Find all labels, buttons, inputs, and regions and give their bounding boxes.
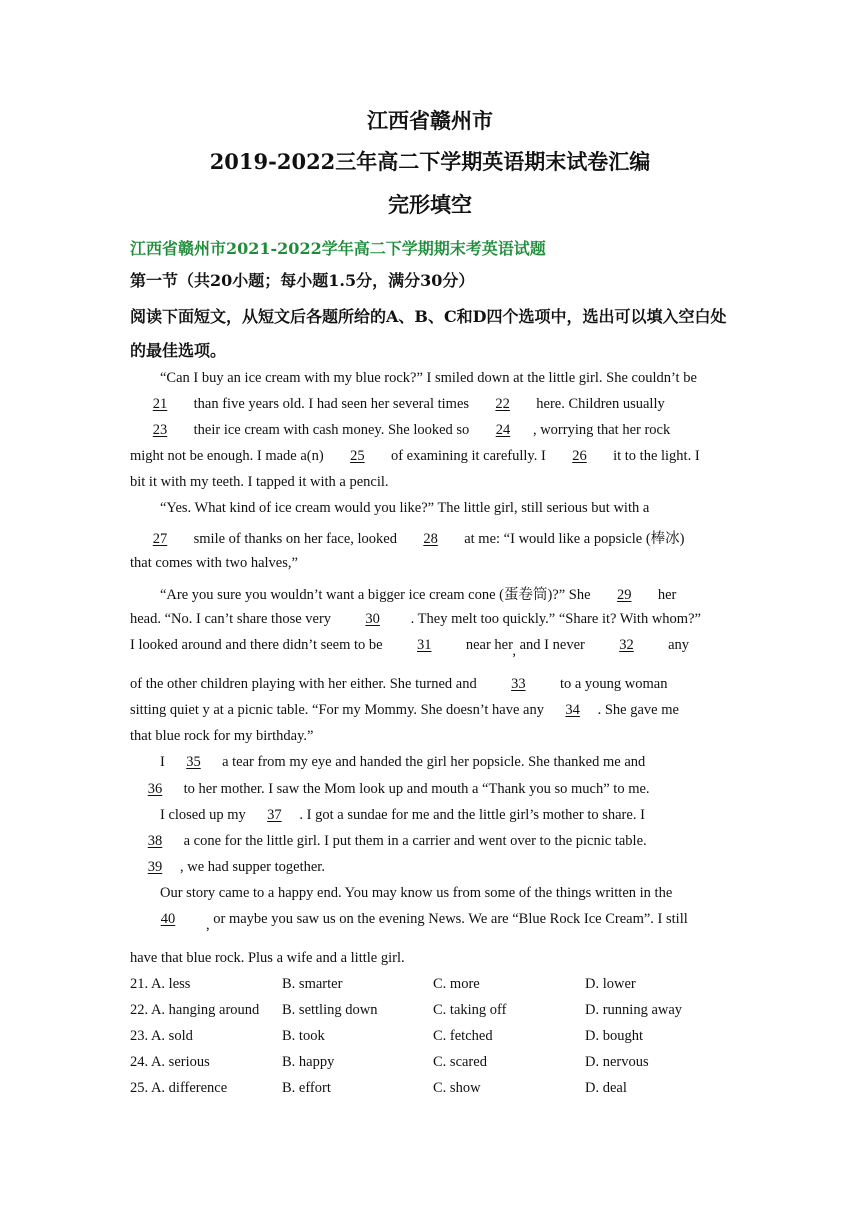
passage-line: 21 than five years old. I had seen her several times 22 here. Children usually <box>130 396 665 413</box>
option-21-c: C. more <box>433 976 480 992</box>
passage-line: “Are you sure you wouldn’t want a bigger ice cream cone (蛋卷筒)?” She 29 her <box>160 587 677 603</box>
blank-26: 26 <box>572 448 587 464</box>
passage-line: that blue rock for my birthday.” <box>130 728 314 744</box>
option-23-b: B. took <box>282 1028 325 1044</box>
option-25-a: 25. A. difference <box>130 1080 228 1096</box>
blank-34: 34 <box>565 702 580 718</box>
option-21-a: 21. A. less <box>130 976 191 992</box>
blank-35: 35 <box>186 754 201 770</box>
passage-line: bit it with my teeth. I tapped it with a pencil. <box>130 474 389 490</box>
option-24-d: D. nervous <box>585 1054 649 1070</box>
option-23-c: C. fetched <box>433 1028 493 1044</box>
passage-line: I looked around and there didn’t seem to be 31 near her, and I never 32 any <box>130 637 690 659</box>
passage-line: of the other children playing with her either. She turned and 33 to a young woman <box>130 676 668 692</box>
option-25-c: C. show <box>433 1080 481 1096</box>
blank-30: 30 <box>365 611 380 627</box>
option-24-c: C. scared <box>433 1054 487 1070</box>
blank-38: 38 <box>147 833 163 849</box>
blank-29: 29 <box>616 587 632 603</box>
passage-line: have that blue rock. Plus a wife and a little girl. <box>130 950 405 966</box>
passage-line: 40 , or maybe you saw us on the evening News. We are “Blue Rock Ice Cream”. I still <box>130 911 688 928</box>
option-24-b: B. happy <box>282 1054 335 1070</box>
blank-22: 22 <box>495 396 510 412</box>
option-25-b: B. effort <box>282 1080 331 1096</box>
blank-25: 25 <box>350 448 365 464</box>
option-21-d: D. lower <box>585 976 636 992</box>
passage-line: sitting quiet y at a picnic table. “For my Mommy. She doesn’t have any 34 . She gave me <box>130 702 679 718</box>
blank-24: 24 <box>495 422 511 438</box>
option-22-d: D. running away <box>585 1002 683 1018</box>
passage-line: Our story came to a happy end. You may know us from some of the things written in the <box>160 885 673 901</box>
blank-32: 32 <box>619 637 634 653</box>
passage-line: might not be enough. I made a(n) 25 of examining it carefully. I 26 it to the light. I <box>130 448 700 464</box>
blank-31: 31 <box>416 637 432 653</box>
blank-33: 33 <box>511 676 526 692</box>
blank-37: 37 <box>267 807 282 823</box>
passage-line: 27 smile of thanks on her face, looked 28 at me: “I would like a popsicle (棒冰) <box>130 527 684 548</box>
passage-line: that comes with two halves,” <box>130 555 298 571</box>
blank-27: 27 <box>152 531 168 547</box>
passage-line: I 35 a tear from my eye and handed the girl her popsicle. She thanked me and <box>160 754 646 770</box>
passage-line: 38 a cone for the little girl. I put them in a carrier and went over to the picnic table. <box>130 833 647 850</box>
option-21-b: B. smarter <box>282 976 343 992</box>
option-22-b: B. settling down <box>282 1002 378 1018</box>
blank-40: 40 <box>160 911 176 927</box>
title-collection: 2019-2022三年高二下学期英语期末试卷汇编 <box>209 149 651 174</box>
blank-28: 28 <box>423 531 438 547</box>
passage-line: 39 , we had supper together. <box>130 859 325 876</box>
blank-23: 23 <box>152 422 168 438</box>
passage-line: “Can I buy an ice cream with my blue rock?” I smiled down at the little girl. She couldn’t be <box>160 370 697 386</box>
blank-39: 39 <box>147 859 163 875</box>
exam-source: 江西省赣州市2021-2022学年高二下学期期末考英语试题 <box>130 239 546 258</box>
title-region: 江西省赣州市 <box>367 108 493 133</box>
section-heading: 第一节（共20小题；每小题1.5分，满分30分） <box>130 271 475 290</box>
option-23-a: 23. A. sold <box>130 1028 193 1044</box>
passage-line: “Yes. What kind of ice cream would you like?” The little girl, still serious but with a <box>160 500 650 516</box>
option-22-c: C. taking off <box>433 1002 507 1018</box>
title-cloze: 完形填空 <box>388 192 472 217</box>
passage-line: 36 to her mother. I saw the Mom look up and mouth a “Thank you so much” to me. <box>130 781 650 798</box>
option-24-a: 24. A. serious <box>130 1054 210 1070</box>
option-23-d: D. bought <box>585 1028 643 1044</box>
blank-36: 36 <box>147 781 163 797</box>
option-22-a: 22. A. hanging around <box>130 1002 260 1018</box>
blank-21: 21 <box>152 396 168 412</box>
passage-line: I closed up my 37 . I got a sundae for me and the little girl’s mother to share. I <box>160 807 645 823</box>
option-25-d: D. deal <box>585 1080 627 1096</box>
passage-line: head. “No. I can’t share those very 30 . They melt too quickly.” “Share it? With whom?” <box>130 611 701 627</box>
passage-line: 23 their ice cream with cash money. She looked so 24 , worrying that her rock <box>130 422 670 439</box>
instructions: 阅读下面短文，从短文后各题所给的A、B、C和D四个选项中，选出可以填入空白处的最佳选项。 <box>130 307 727 360</box>
